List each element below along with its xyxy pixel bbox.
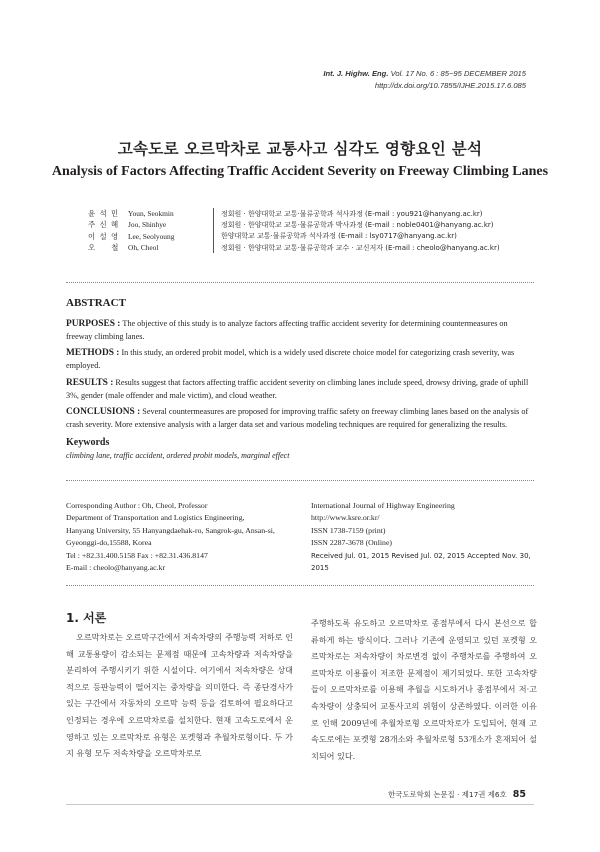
abstract-conclusions xyxy=(66,406,534,431)
journal-url[interactable]: http://www.ksre.or.kr/ xyxy=(311,513,380,523)
author-affiliation: 정회원 · 한양대학교 교통·물류공학과 석사과정 (E-mail : you921@hanyang.ac.kr) xyxy=(221,209,483,218)
author-name-en: Oh, Cheol xyxy=(128,243,159,253)
journal-dates: Received Jul. 01, 2015 Revised Jul. 02, 2015 Accepted Nov. 30, 2015 xyxy=(311,551,531,573)
corr-line: Tel : +82.31.400.5158 Fax : +82.31.436.8147 xyxy=(66,550,208,560)
divider-dotted xyxy=(66,282,534,283)
divider-dotted xyxy=(66,480,534,481)
journal-line: ISSN 1738-7159 (print) xyxy=(311,525,386,535)
abstract-results xyxy=(66,377,534,402)
journal-abbrev: Int. J. Highw. Eng. xyxy=(323,69,389,78)
journal-line: International Journal of Highway Engineering xyxy=(311,501,455,510)
corr-email[interactable]: E-mail : cheolo@hanyang.ac.kr xyxy=(66,563,165,573)
author-row xyxy=(88,242,500,253)
keywords-text: climbing lane, traffic accident, ordered probit models, marginal effect xyxy=(66,451,290,460)
corr-line: Department of Transportation and Logistics Engineering, xyxy=(66,513,245,523)
author-name-en: Lee, Seolyoung xyxy=(128,231,175,241)
corresponding-author xyxy=(66,500,306,574)
author-name-ko: 주 신 혜 xyxy=(88,220,120,230)
results-label: RESULTS : xyxy=(66,378,114,388)
volume-info: Vol. 17 No. 6 : 85~95 DECEMBER 2015 xyxy=(390,69,526,78)
journal-line: ISSN 2287-3678 (Online) xyxy=(311,538,392,548)
author-name-ko: 이 설 영 xyxy=(88,231,120,241)
footer-journal: 한국도로학회 논문집 · 제17권 제6호 xyxy=(388,790,507,799)
author-name-en: Youn, Seokmin xyxy=(128,209,174,219)
conclusions-text: Several countermeasures are proposed for improving traffic safety on freeway climbing lanes based on the analysis of crash severity. More extensive analysis with a larger data set and various modeling techniques are required for generalizing the results. xyxy=(66,407,529,429)
author-affiliation: 정회원 · 한양대학교 교통·물류공학과 박사과정 (E-mail : noble0401@hanyang.ac.kr) xyxy=(221,220,494,229)
author-name-ko: 오 철 xyxy=(88,243,120,253)
title-korean: 고속도로 오르막차로 교통사고 심각도 영향요인 분석 xyxy=(117,140,483,158)
doi-link[interactable]: http://dx.doi.org/10.7855/IJHE.2015.17.6.085 xyxy=(374,81,526,90)
results-text: Results suggest that factors affecting traffic accident severity on climbing lanes include speed, drowsy driving, grade of uphill 3%, gender (male offender and male victim), and cloud weather. xyxy=(66,378,529,400)
author-row xyxy=(88,219,500,230)
section-heading: 1. 서론 xyxy=(66,611,107,625)
methods-text: In this study, an ordered probit model, which is a widely used discrete choice model for categorizing crash severity, was employed. xyxy=(66,348,515,370)
author-row xyxy=(88,208,500,219)
corr-line: Corresponding Author : Oh, Cheol, Professor xyxy=(66,501,208,510)
conclusions-label: CONCLUSIONS : xyxy=(66,407,141,417)
author-affiliation: 한양대학교 교통·물류공학과 석사과정 (E-mail : lsy0717@hanyang.ac.kr) xyxy=(221,232,457,241)
purposes-text: The objective of this study is to analyze factors affecting traffic accident severity for determining countermeasures on freeway climbing lanes. xyxy=(66,319,508,341)
abstract-methods xyxy=(66,347,534,372)
author-table xyxy=(88,208,500,253)
body-column-right: 주행하도록 유도하고 오르막차로 종점부에서 다시 본선으로 합류하게 하는 방식이다. 그러나 기존에 운영되고 있던 포켓형 오르막차로는 저속차량이 차로변경 없이 주행차로를 주행하여 오르막차로 이용률이 저조한 문제점이 제기되었다. 또한 고속차량들이 오르막차로를 이용해 추월을 시도하거나 종점부에서 저·고속차량이 상충되어 교통사고의 위험이 상존하였다. 이러한 이유로 인해 2009년에 추월차로형 오르막차로가 도입되어, 현재 고속도로에는 포켓형 28개소와 추월차로형 53개소가 혼재되어 설치되어 있다. xyxy=(311,618,537,761)
journal-info xyxy=(311,500,541,574)
methods-label: METHODS : xyxy=(66,348,120,358)
author-name-en: Joo, Shinhye xyxy=(128,220,167,230)
title-english: Analysis of Factors Affecting Traffic Accident Severity on Freeway Climbing Lanes xyxy=(51,164,549,179)
author-row xyxy=(88,231,500,242)
corr-line: Gyeonggi-do,15588, Korea xyxy=(66,538,152,548)
body-column-left: 오르막차로는 오르막구간에서 저속차량의 주행능력 저하로 인해 교통용량이 감소되는 문제점 때문에 고속차량과 저속차량을 분리하여 주행시키기 위한 시설이다. 여기에서 저속차량은 상대적으로 등판능력이 떨어지는 중차량을 의미한다. 즉 종단경사가 있는 구간에서 자동차의 오르막 능력 등을 검토하여 필요하다고 인정되는 경우에 오르막차로를 설치한다. 현재 고속도로에서 운영하고 있는 오르막차로 유형은 포켓형과 추월차로형이다. 두 가지 유형 모두 저속차량을 오르막차로로 xyxy=(66,632,293,759)
abstract-purposes xyxy=(66,318,534,343)
divider-dotted xyxy=(66,585,534,586)
abstract-heading: ABSTRACT xyxy=(66,297,126,309)
journal-citation xyxy=(323,68,526,79)
page-number: 85 xyxy=(512,789,526,800)
purposes-label: PURPOSES : xyxy=(66,319,121,329)
keywords-heading: Keywords xyxy=(66,437,110,448)
page-footer xyxy=(388,789,526,800)
footer-rule xyxy=(66,804,534,805)
corr-line: Hanyang University, 55 Hanyangdaehak-ro, Sangrok-gu, Ansan-si, xyxy=(66,525,275,535)
author-affiliation: 정회원 · 한양대학교 교통·물류공학과 교수 · 교신저자 (E-mail : cheolo@hanyang.ac.kr) xyxy=(221,243,500,252)
author-name-ko: 윤 석 민 xyxy=(88,209,120,219)
